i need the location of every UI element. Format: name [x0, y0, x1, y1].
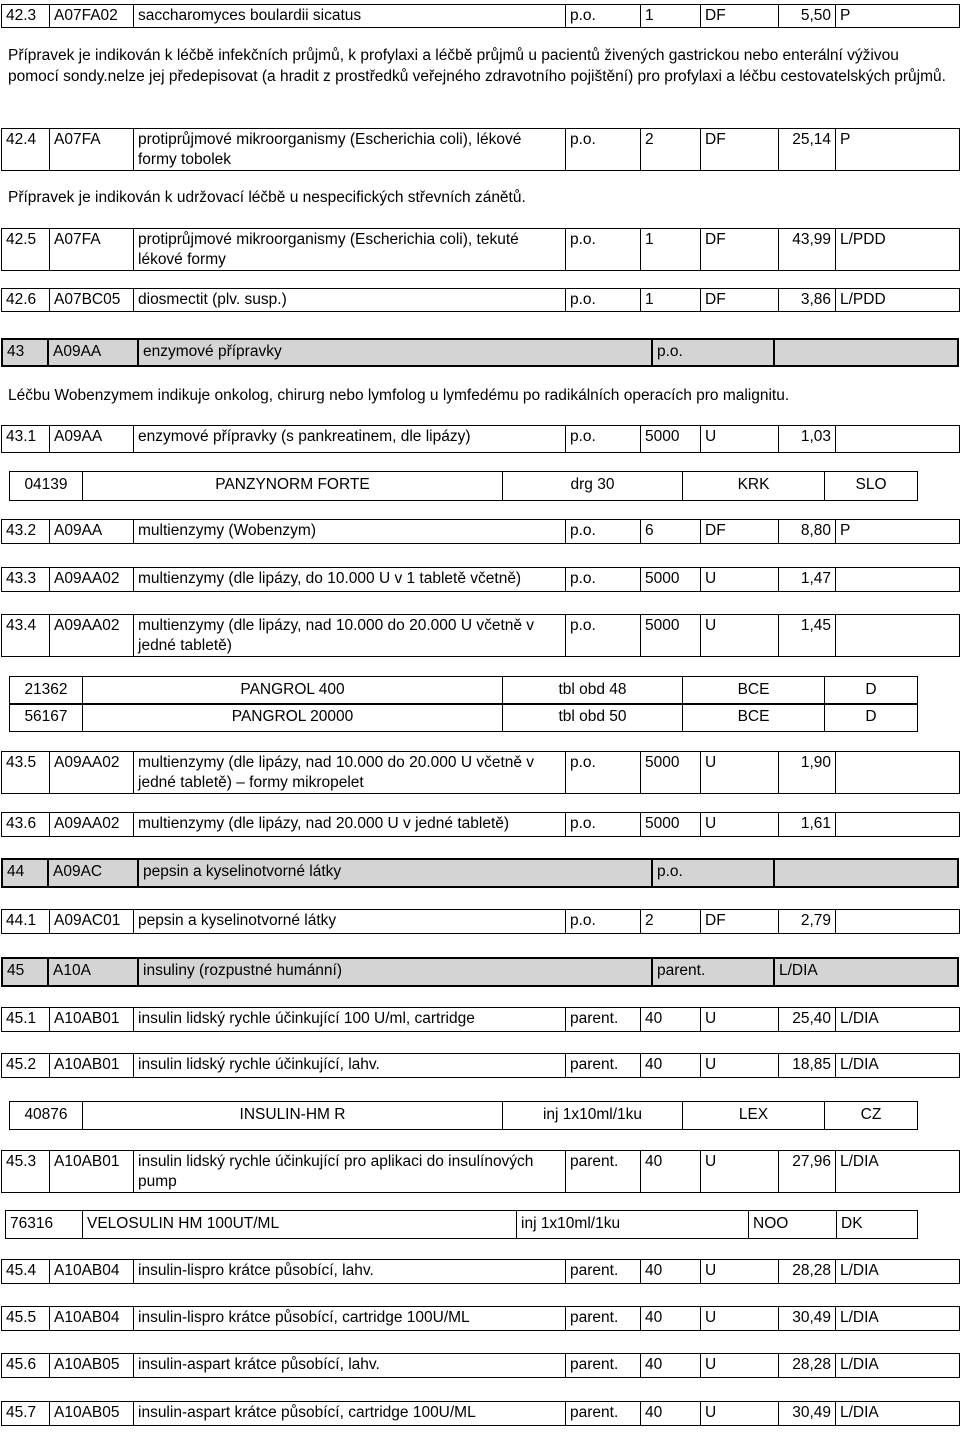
item-name: multienzymy (Wobenzym) [134, 520, 566, 544]
route: p.o. [566, 752, 641, 794]
product-code: 76316 [6, 1211, 83, 1239]
item-row [1, 751, 960, 794]
product-country: D [825, 677, 918, 705]
product-form: tbl obd 50 [503, 704, 683, 732]
price: 5,50 [779, 5, 836, 28]
product-name: PANGROL 20000 [83, 704, 503, 732]
product-holder: KRK [683, 472, 825, 501]
restriction-flag: L/PDD [836, 289, 960, 312]
item-number: 43.6 [2, 813, 50, 837]
unit: U [701, 615, 779, 657]
atc-code: A09AC01 [50, 910, 134, 934]
group-atc-code: A09AA [48, 339, 138, 366]
item-row [1, 567, 960, 592]
item-number: 45.2 [2, 1054, 50, 1078]
route: parent. [566, 1008, 641, 1032]
group-flag: L/DIA [774, 958, 958, 986]
item-row [1, 614, 960, 657]
quantity: 5000 [641, 568, 701, 592]
product-country: D [825, 704, 918, 732]
restriction-flag: L/DIA [836, 1307, 960, 1331]
item-number: 43.2 [2, 520, 50, 544]
item-name: protiprůjmové mikroorganismy (Escherichia coli), tekuté lékové formy [134, 229, 566, 271]
unit: U [701, 568, 779, 592]
restriction-flag [836, 813, 960, 837]
unit: U [701, 1260, 779, 1284]
quantity: 5000 [641, 813, 701, 837]
item-number: 45.4 [2, 1260, 50, 1284]
group-name: insuliny (rozpustné humánní) [138, 958, 652, 986]
restriction-flag: L/DIA [836, 1054, 960, 1078]
indication-note: Přípravek je indikován k léčbě infekčních průjmů, k profylaxi a léčbě průjmů u pacientů živených gastrickou nebo enterální výživou pomocí sondy.nelze jej předepisovat (a hradit z prostředků veřejného zdravotního pojištění) pro profylaxi a léčbu cestovatelských průjmů. [8, 47, 946, 85]
route: parent. [566, 1307, 641, 1331]
unit: U [701, 1008, 779, 1032]
restriction-flag: P [836, 520, 960, 544]
group-atc-code: A10A [48, 958, 138, 986]
atc-code: A09AA [50, 426, 134, 453]
quantity: 5000 [641, 752, 701, 794]
item-row [1, 519, 960, 544]
atc-code: A10AB01 [50, 1054, 134, 1078]
group-header-row [1, 338, 959, 367]
item-name: insulin-aspart krátce působící, cartridge 100U/ML [134, 1402, 566, 1426]
price: 27,96 [779, 1151, 836, 1193]
item-row [1, 4, 960, 28]
item-row [1, 288, 960, 312]
item-name: diosmectit (plv. susp.) [134, 289, 566, 312]
route: p.o. [566, 520, 641, 544]
product-code: 56167 [10, 704, 83, 732]
unit: DF [701, 520, 779, 544]
atc-code: A07FA [50, 229, 134, 271]
group-header-row [1, 858, 959, 888]
product-name: VELOSULIN HM 100UT/ML [83, 1211, 517, 1239]
restriction-flag: L/DIA [836, 1008, 960, 1032]
item-name: insulin-lispro krátce působící, lahv. [134, 1260, 566, 1284]
product-holder: BCE [683, 704, 825, 732]
quantity: 1 [641, 289, 701, 312]
product-country: SLO [825, 472, 918, 501]
atc-code: A09AA02 [50, 568, 134, 592]
atc-code: A10AB01 [50, 1151, 134, 1193]
price: 1,47 [779, 568, 836, 592]
atc-code: A10AB05 [50, 1354, 134, 1378]
restriction-flag: P [836, 5, 960, 28]
unit: DF [701, 129, 779, 171]
item-name: insulin lidský rychle účinkující, lahv. [134, 1054, 566, 1078]
restriction-flag [836, 426, 960, 453]
group-flag [774, 339, 958, 366]
atc-code: A07FA [50, 129, 134, 171]
item-name: protiprůjmové mikroorganismy (Escherichia coli), lékové formy tobolek [134, 129, 566, 171]
quantity: 1 [641, 5, 701, 28]
item-number: 45.7 [2, 1402, 50, 1426]
route: p.o. [566, 813, 641, 837]
price: 18,85 [779, 1054, 836, 1078]
group-route: p.o. [652, 339, 774, 366]
product-name: INSULIN-HM R [83, 1102, 503, 1130]
item-number: 42.4 [2, 129, 50, 171]
product-row [9, 703, 918, 732]
product-form: drg 30 [503, 472, 683, 501]
route: parent. [566, 1402, 641, 1426]
atc-code: A07FA02 [50, 5, 134, 28]
price: 3,86 [779, 289, 836, 312]
item-name: insulin-aspart krátce působící, lahv. [134, 1354, 566, 1378]
restriction-flag: L/DIA [836, 1354, 960, 1378]
unit: U [701, 752, 779, 794]
product-code: 21362 [10, 677, 83, 705]
item-row [1, 1306, 960, 1331]
price: 8,80 [779, 520, 836, 544]
restriction-flag: L/DIA [836, 1151, 960, 1193]
item-name: insulin lidský rychle účinkující 100 U/ml, cartridge [134, 1008, 566, 1032]
item-number: 42.5 [2, 229, 50, 271]
product-row [5, 1210, 918, 1239]
quantity: 40 [641, 1054, 701, 1078]
item-row [1, 909, 960, 934]
product-country: DK [837, 1211, 918, 1239]
item-number: 43.4 [2, 615, 50, 657]
atc-code: A10AB04 [50, 1307, 134, 1331]
price: 30,49 [779, 1307, 836, 1331]
indication-note: Léčbu Wobenzymem indikuje onkolog, chirurg nebo lymfolog u lymfedému po radikálních operacích pro malignitu. [8, 387, 790, 404]
route: parent. [566, 1151, 641, 1193]
item-number: 43.1 [2, 426, 50, 453]
route: parent. [566, 1260, 641, 1284]
product-form: inj 1x10ml/1ku [517, 1211, 749, 1239]
quantity: 6 [641, 520, 701, 544]
product-code: 40876 [10, 1102, 83, 1130]
product-name: PANGROL 400 [83, 677, 503, 705]
restriction-flag [836, 752, 960, 794]
item-name: pepsin a kyselinotvorné látky [134, 910, 566, 934]
restriction-flag: L/PDD [836, 229, 960, 271]
product-row [9, 676, 918, 705]
quantity: 40 [641, 1151, 701, 1193]
item-number: 45.3 [2, 1151, 50, 1193]
restriction-flag [836, 910, 960, 934]
quantity: 2 [641, 129, 701, 171]
item-name: saccharomyces boulardii sicatus [134, 5, 566, 28]
item-row [1, 1353, 960, 1378]
item-name: multienzymy (dle lipázy, nad 10.000 do 20.000 U včetně v jedné tabletě) – formy mikropelet [134, 752, 566, 794]
unit: U [701, 1354, 779, 1378]
item-row [1, 812, 960, 837]
price: 1,03 [779, 426, 836, 453]
item-name: multienzymy (dle lipázy, nad 10.000 do 20.000 U včetně v jedné tabletě) [134, 615, 566, 657]
route: p.o. [566, 289, 641, 312]
product-code: 04139 [10, 472, 83, 501]
product-country: CZ [825, 1102, 918, 1130]
restriction-flag: P [836, 129, 960, 171]
group-number: 44 [2, 859, 48, 887]
product-holder: LEX [683, 1102, 825, 1130]
item-number: 43.5 [2, 752, 50, 794]
item-row [1, 128, 960, 171]
item-name: insulin-lispro krátce působící, cartridge 100U/ML [134, 1307, 566, 1331]
unit: DF [701, 289, 779, 312]
price: 43,99 [779, 229, 836, 271]
route: parent. [566, 1054, 641, 1078]
unit: U [701, 1151, 779, 1193]
unit: U [701, 426, 779, 453]
item-number: 42.6 [2, 289, 50, 312]
atc-code: A09AA02 [50, 615, 134, 657]
unit: DF [701, 5, 779, 28]
route: p.o. [566, 229, 641, 271]
product-form: inj 1x10ml/1ku [503, 1102, 683, 1130]
group-number: 43 [2, 339, 48, 366]
quantity: 1 [641, 229, 701, 271]
item-number: 45.6 [2, 1354, 50, 1378]
group-header-row [1, 957, 959, 987]
group-number: 45 [2, 958, 48, 986]
price: 1,61 [779, 813, 836, 837]
item-row [1, 1401, 960, 1426]
item-number: 44.1 [2, 910, 50, 934]
restriction-flag [836, 615, 960, 657]
item-row [1, 1259, 960, 1284]
route: p.o. [566, 910, 641, 934]
price: 25,14 [779, 129, 836, 171]
product-form: tbl obd 48 [503, 677, 683, 705]
quantity: 40 [641, 1354, 701, 1378]
unit: U [701, 813, 779, 837]
route: p.o. [566, 615, 641, 657]
quantity: 40 [641, 1307, 701, 1331]
restriction-flag: L/DIA [836, 1260, 960, 1284]
route: p.o. [566, 426, 641, 453]
item-row [1, 228, 960, 271]
group-route: parent. [652, 958, 774, 986]
price: 30,49 [779, 1402, 836, 1426]
route: p.o. [566, 5, 641, 28]
item-name: enzymové přípravky (s pankreatinem, dle lipázy) [134, 426, 566, 453]
group-atc-code: A09AC [48, 859, 138, 887]
quantity: 40 [641, 1008, 701, 1032]
quantity: 2 [641, 910, 701, 934]
product-name: PANZYNORM FORTE [83, 472, 503, 501]
item-row [1, 1150, 960, 1193]
product-row [9, 1101, 918, 1130]
group-route: p.o. [652, 859, 774, 887]
item-row [1, 425, 960, 453]
group-name: pepsin a kyselinotvorné látky [138, 859, 652, 887]
group-name: enzymové přípravky [138, 339, 652, 366]
quantity: 5000 [641, 426, 701, 453]
item-name: insulin lidský rychle účinkující pro aplikaci do insulínových pump [134, 1151, 566, 1193]
item-number: 45.5 [2, 1307, 50, 1331]
price: 1,45 [779, 615, 836, 657]
restriction-flag: L/DIA [836, 1402, 960, 1426]
unit: U [701, 1054, 779, 1078]
price: 25,40 [779, 1008, 836, 1032]
unit: U [701, 1307, 779, 1331]
atc-code: A09AA02 [50, 752, 134, 794]
atc-code: A10AB01 [50, 1008, 134, 1032]
restriction-flag [836, 568, 960, 592]
price: 2,79 [779, 910, 836, 934]
price: 1,90 [779, 752, 836, 794]
item-row [1, 1053, 960, 1078]
product-holder: NOO [749, 1211, 837, 1239]
quantity: 40 [641, 1260, 701, 1284]
item-number: 42.3 [2, 5, 50, 28]
price: 28,28 [779, 1260, 836, 1284]
atc-code: A09AA [50, 520, 134, 544]
unit: DF [701, 910, 779, 934]
atc-code: A09AA02 [50, 813, 134, 837]
quantity: 5000 [641, 615, 701, 657]
route: p.o. [566, 568, 641, 592]
price: 28,28 [779, 1354, 836, 1378]
atc-code: A10AB05 [50, 1402, 134, 1426]
indication-note: Přípravek je indikován k udržovací léčbě u nespecifických střevních zánětů. [8, 189, 526, 206]
item-number: 43.3 [2, 568, 50, 592]
atc-code: A07BC05 [50, 289, 134, 312]
product-row [9, 471, 918, 501]
product-holder: BCE [683, 677, 825, 705]
route: parent. [566, 1354, 641, 1378]
unit: U [701, 1402, 779, 1426]
item-row [1, 1007, 960, 1032]
item-name: multienzymy (dle lipázy, do 10.000 U v 1 tabletě včetně) [134, 568, 566, 592]
atc-code: A10AB04 [50, 1260, 134, 1284]
unit: DF [701, 229, 779, 271]
item-name: multienzymy (dle lipázy, nad 20.000 U v jedné tabletě) [134, 813, 566, 837]
quantity: 40 [641, 1402, 701, 1426]
route: p.o. [566, 129, 641, 171]
group-flag [774, 859, 958, 887]
item-number: 45.1 [2, 1008, 50, 1032]
